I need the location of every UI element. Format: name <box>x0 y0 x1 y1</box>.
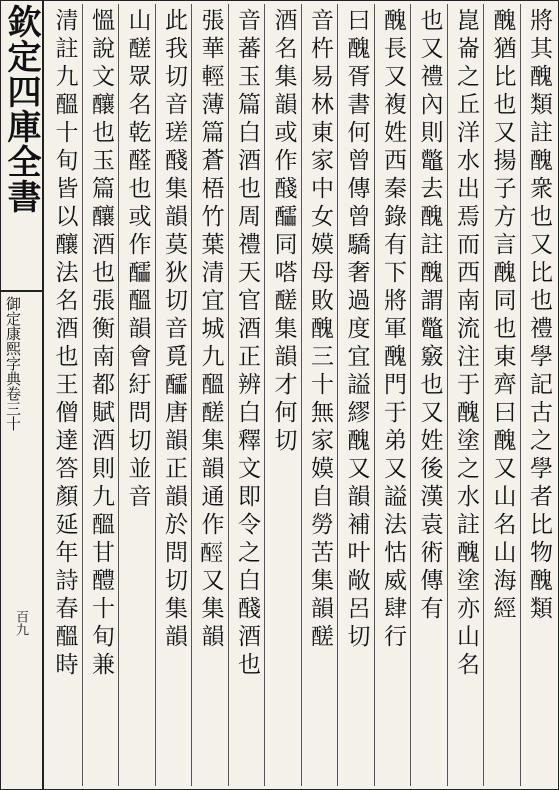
text-column: 醜長又複姓西秦錄有下將軍醜門于弟又謚法怙威肆行 <box>374 4 411 786</box>
text-column: 張華輕薄篇蒼梧竹葉清宜城九醞醝集韻通作𨠸又集韻 <box>191 4 228 786</box>
text-column: 將其醜類註醜衆也又比也禮學記古之學者比物醜類 <box>520 4 557 786</box>
margin-info <box>4 296 21 486</box>
text-column: 音杵易林東家中女嫫母敗醜三十無家嫫自勞苦集韻醝 <box>301 4 338 786</box>
main-text <box>44 4 556 786</box>
text-column: 酒名集韻或作醆醽同嗒醝集韻才何切 <box>264 4 301 786</box>
text-column: 山醝眾名乾醛也或作醽醞韻會紆問切並音 <box>118 4 155 786</box>
text-column: 音蕃玉篇白酒也周禮天官酒正辨白釋文即令之白醆酒也 <box>228 4 265 786</box>
text-column: 慍說文釀也玉篇釀酒也張衡南都賦酒則九醞甘醴十旬兼 <box>82 4 119 786</box>
dictionary-title: 御定康熙字典 <box>4 296 22 386</box>
page-margin <box>0 0 44 790</box>
text-column: 也又禮內則鼈去醜註醜謂鼈竅也又姓後漢袁術傳有 <box>410 4 447 786</box>
text-column: 曰醜胥書何曾傳曾驕奢過度宜謚繆醜又韻補叶敞呂切 <box>337 4 374 786</box>
text-column: 醜猶比也又揚子方言醜同也東齊曰醜又山名山海經 <box>483 4 520 786</box>
volume-label: 卷三十 <box>4 386 22 431</box>
text-column: 崑崙之丘洋水出焉而西南流注于醜塗之水註醜塗亦山名 <box>447 4 484 786</box>
book-title: 欽定四庫全書 <box>1 4 41 214</box>
page-number: 百九 <box>13 610 28 636</box>
text-column: 清註九醞十旬皆以釀法名酒也王僧達答顏延年詩春醞時 <box>51 8 78 680</box>
text-column: 此我切音瑳醆集韻莫狄切音覓醽唐韻正韻於問切集韻 <box>155 4 192 786</box>
